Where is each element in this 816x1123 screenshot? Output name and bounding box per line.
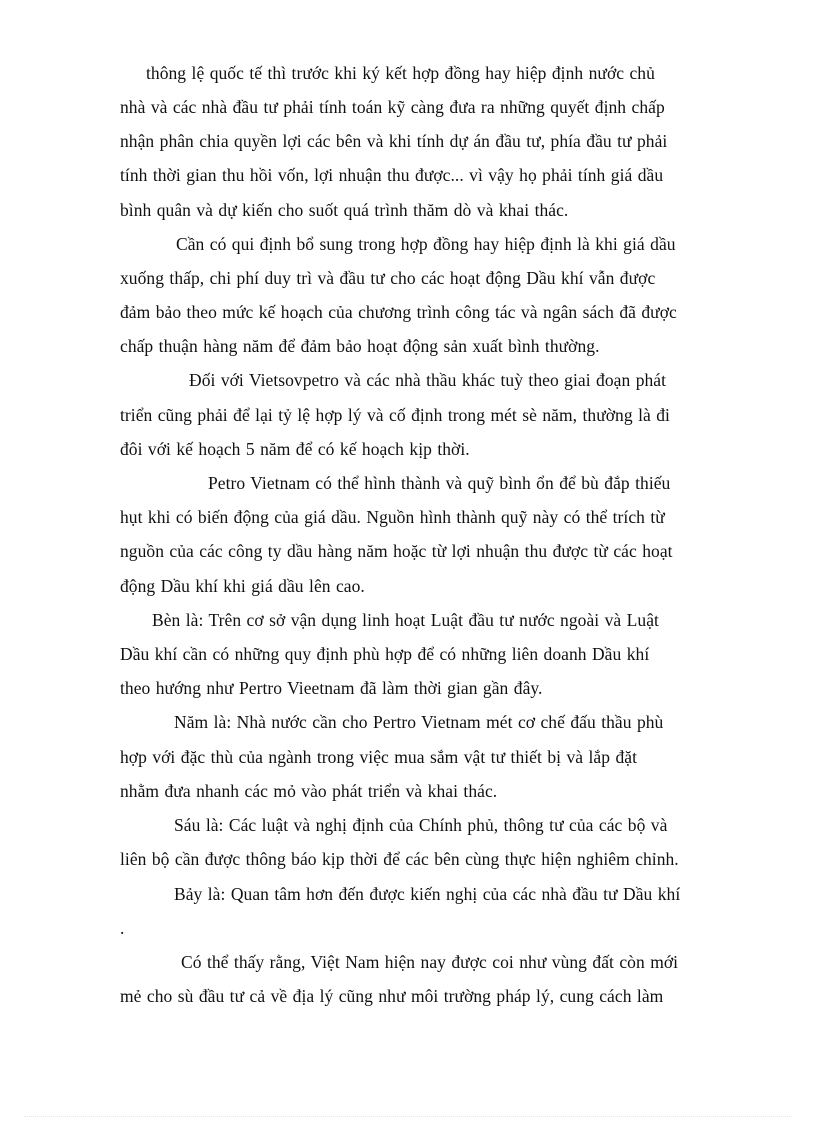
text-line: động Dầu khí khi giá dầu lên cao.	[120, 576, 365, 596]
text-line: mẻ cho sù đầu tư cả về địa lý cũng như môi trường pháp lý, cung cách làm	[120, 986, 664, 1006]
text-line: .	[120, 918, 125, 938]
text-line: đôi với kế hoạch 5 năm để có kế hoạch kịp thời.	[120, 439, 470, 459]
text-line: nhằm đưa nhanh các mỏ vào phát triển và khai thác.	[120, 781, 498, 801]
text-line: Bảy là: Quan tâm hơn đến được kiến nghị của các nhà đầu tư Dầu khí	[174, 884, 681, 904]
text-line: tính thời gian thu hồi vốn, lợi nhuận thu được... vì vậy họ phải tính giá dầu	[120, 165, 664, 185]
text-line: triển cũng phải để lại tỷ lệ hợp lý và cố định trong mét sè năm, thường là đi	[120, 405, 670, 425]
text-line: Sáu là: Các luật và nghị định của Chính phủ, thông tư của các bộ và	[174, 815, 668, 835]
text-line: theo hướng như Pertro Vieetnam đã làm thời gian gần đây.	[120, 678, 543, 698]
text-line: liên bộ cần được thông báo kịp thời để các bên cùng thực hiện nghiêm chỉnh.	[120, 849, 679, 869]
text-line: Đối với Vietsovpetro và các nhà thầu khác tuỳ theo giai đoạn phát	[189, 370, 667, 390]
text-line: nhà và các nhà đầu tư phải tính toán kỹ càng đưa ra những quyết định chấp	[120, 97, 665, 117]
text-line: bình quân và dự kiến cho suốt quá trình thăm dò và khai thác.	[120, 200, 569, 220]
page-bottom-divider	[24, 1116, 792, 1117]
text-line: hụt khi có biến động của giá dầu. Nguồn hình thành quỹ này có thể trích từ	[120, 507, 665, 527]
text-line: Petro Vietnam có thể hình thành và quỹ bình ổn để bù đắp thiếu	[208, 473, 671, 493]
text-line: Dầu khí cần có những quy định phù hợp để có những liên doanh Dầu khí	[120, 644, 650, 664]
text-line: Bèn là: Trên cơ sở vận dụng linh hoạt Luật đầu tư nước ngoài và Luật	[152, 610, 659, 630]
text-line: Cần có qui định bổ sung trong hợp đồng hay hiệp định là khi giá dầu	[176, 234, 676, 254]
text-line: Có thể thấy rằng, Việt Nam hiện nay được coi như vùng đất còn mới	[181, 952, 679, 972]
text-line: nguồn của các công ty dầu hàng năm hoặc từ lợi nhuận thu được từ các hoạt	[120, 541, 673, 561]
text-line: đảm bảo theo mức kế hoạch của chương trình công tác và ngân sách đã được	[120, 302, 677, 322]
text-line: xuống thấp, chi phí duy trì và đầu tư cho các hoạt động Dầu khí vẫn được	[120, 268, 656, 288]
text-line: Năm là: Nhà nước cần cho Pertro Vietnam mét cơ chế đấu thầu phù	[174, 712, 664, 732]
text-line: hợp với đặc thù của ngành trong việc mua sắm vật tư thiết bị và lắp đặt	[120, 747, 637, 767]
text-line: thông lệ quốc tế thì trước khi ký kết hợp đồng hay hiệp định nước chủ	[146, 63, 655, 83]
text-line: nhận phân chia quyền lợi các bên và khi tính dự án đầu tư, phía đầu tư phải	[120, 131, 668, 151]
text-line: chấp thuận hàng năm để đảm bảo hoạt động sản xuất bình thường.	[120, 336, 600, 356]
